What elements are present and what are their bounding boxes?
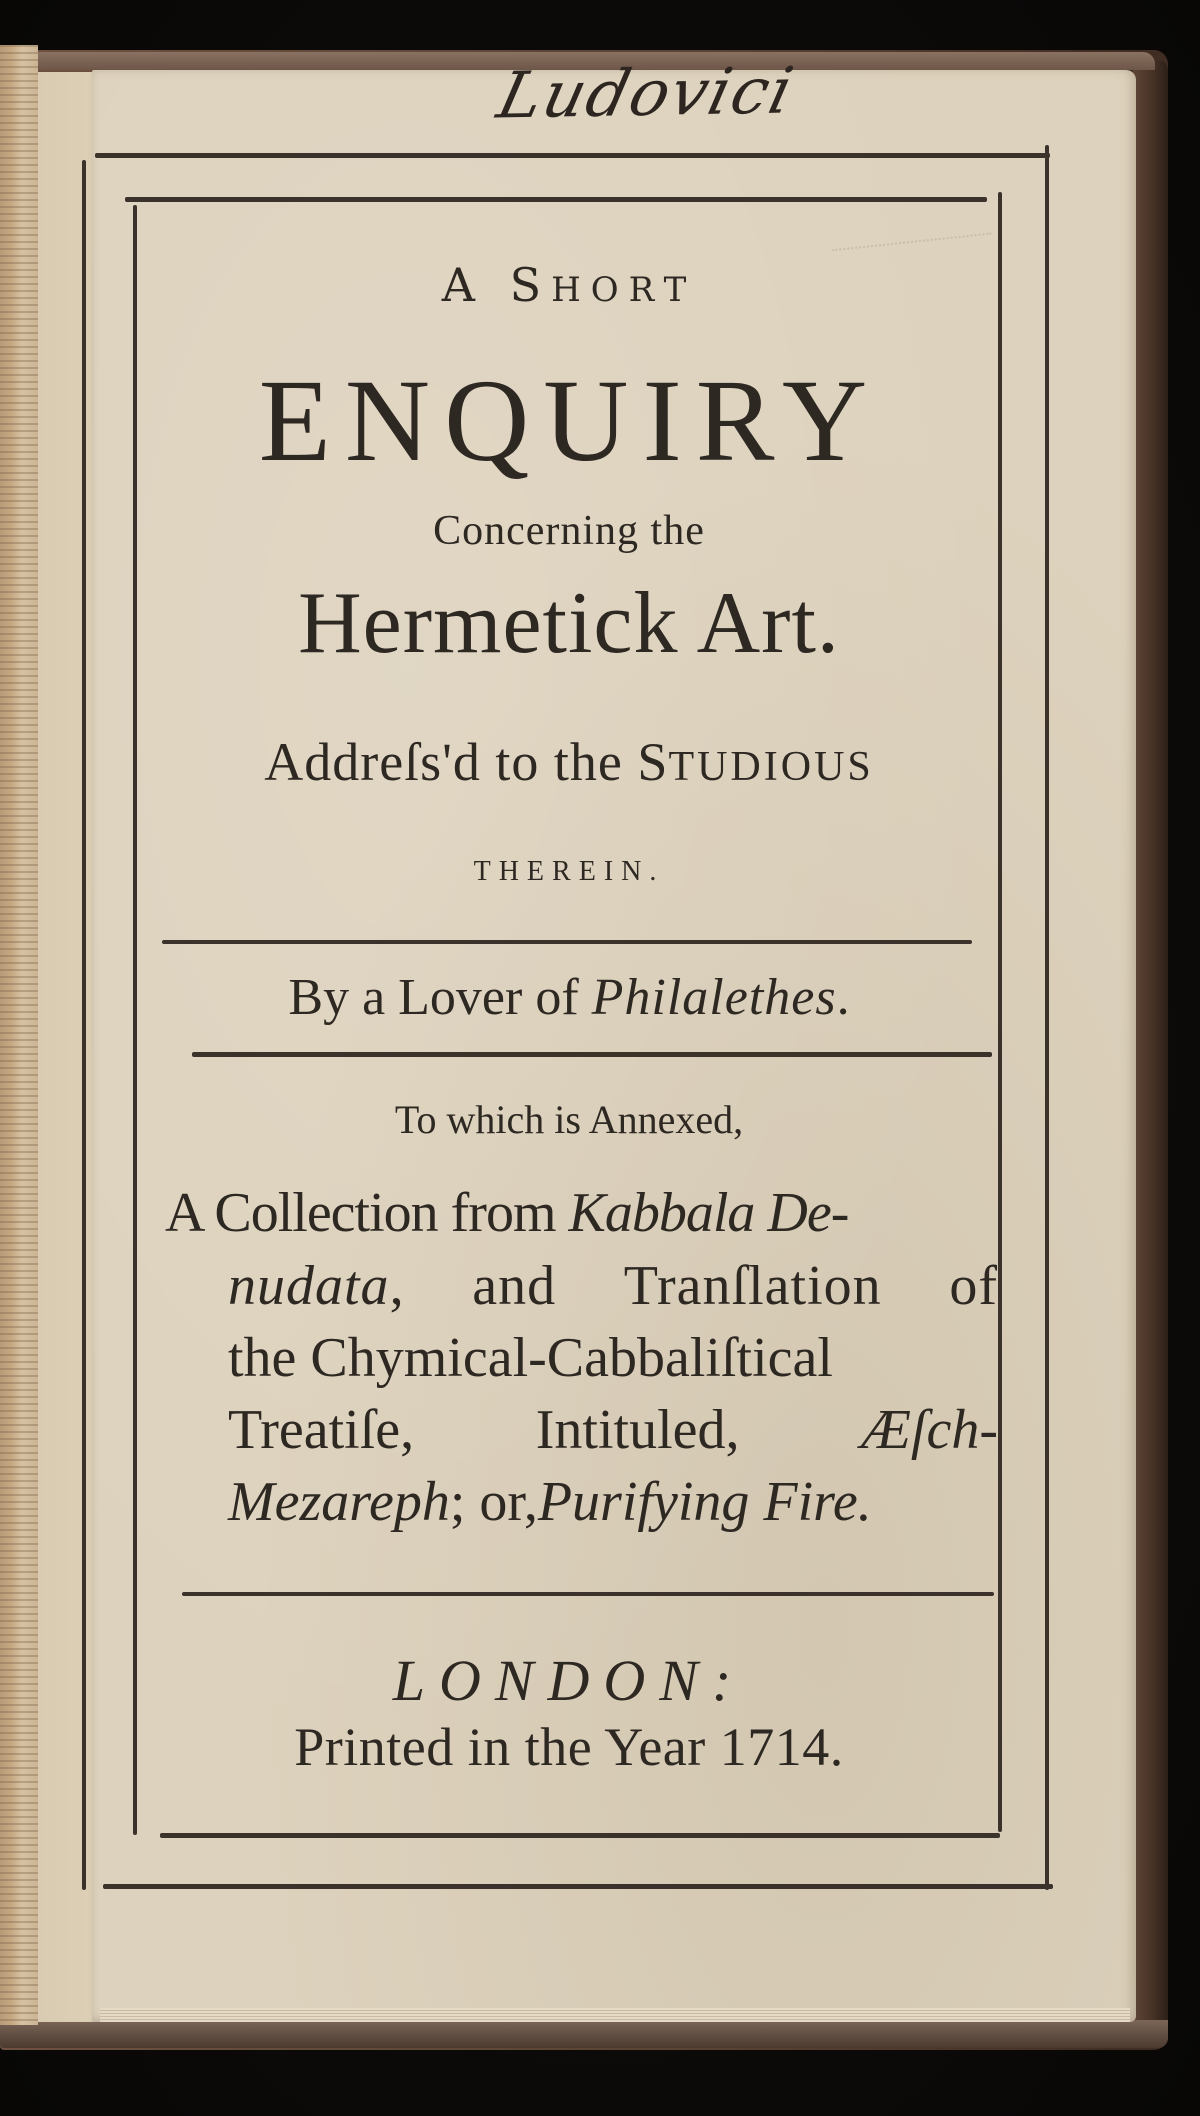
- subtitle-addressd: [140, 732, 998, 792]
- collection-line-4: [228, 1399, 998, 1461]
- collection-line-3: the Chymical-Cabbaliſtical: [228, 1327, 833, 1389]
- collection-line-5-italic-a: Mezareph: [228, 1471, 450, 1533]
- collection-line-2: [228, 1255, 998, 1317]
- cover-bottom-edge: [0, 2020, 1168, 2048]
- imprint-city: LONDON:: [392, 1648, 746, 1713]
- subtitle-therein: THEREIN.: [473, 856, 665, 887]
- byline-end: .: [836, 969, 850, 1026]
- rule-below-byline: [192, 1052, 992, 1057]
- title-concerning: Concerning the: [433, 508, 705, 554]
- a-initial: A: [441, 258, 485, 312]
- collection-line-1-roman: A Collection from: [165, 1182, 569, 1244]
- imprint-date: Printed in the Year 1714.: [294, 1717, 844, 1777]
- s-initial: S: [509, 258, 552, 312]
- studious-initial: S: [637, 732, 669, 792]
- collection-line-2-comma: ,: [389, 1255, 405, 1317]
- page-edges: [100, 2008, 1130, 2022]
- outer-frame-bottom-rule: [103, 1884, 1053, 1889]
- collection-line-2-translation: Tranſlation: [623, 1255, 882, 1317]
- rule-above-byline: [162, 940, 972, 944]
- inner-frame-right-rule: [998, 192, 1002, 1832]
- collection-line-5-roman: ; or,: [449, 1471, 538, 1533]
- collection-line-2-italic: nudata: [228, 1255, 390, 1317]
- collection-line-2-of: of: [949, 1255, 998, 1317]
- spine-binding: [0, 45, 38, 2025]
- cover-right-edge: [1133, 60, 1168, 2035]
- collection-line-5: [228, 1471, 998, 1533]
- annexed-heading: To which is Annexed,: [394, 1097, 744, 1142]
- outer-frame-top-rule: [95, 153, 1050, 158]
- short-small-caps: HORT: [551, 270, 697, 310]
- byline-author: Philalethes: [591, 969, 837, 1026]
- title-line-a-short: [140, 258, 998, 312]
- collection-line-5-italic-b: Purifying Fire.: [537, 1471, 872, 1533]
- author-byline: [140, 969, 998, 1026]
- title-hermetick-art: Hermetick Art.: [298, 575, 840, 672]
- inscription-text: Ludovici: [490, 54, 802, 134]
- byline-lead: By a Lover of: [288, 969, 592, 1026]
- title-enquiry: ENQUIRY: [258, 355, 882, 486]
- collection-line-1: [165, 1182, 995, 1244]
- inner-frame-bottom-rule: [160, 1833, 1000, 1838]
- outer-frame-right-rule: [1045, 145, 1049, 1890]
- outer-frame-left-rule: [82, 160, 86, 1890]
- rule-above-imprint: [182, 1592, 994, 1596]
- collection-line-4-w1: Treatiſe,: [228, 1399, 415, 1461]
- ownership-inscription: [490, 54, 802, 134]
- collection-line-2-and: and: [472, 1255, 557, 1317]
- studious-small-caps: TUDIOUS: [668, 744, 874, 790]
- collection-line-1-italic: Kabbala De-: [568, 1182, 849, 1244]
- collection-line-4-italic: Æſch-: [861, 1399, 998, 1461]
- collection-line-4-w2: Intituled,: [535, 1399, 740, 1461]
- inner-frame-left-rule: [133, 205, 137, 1835]
- inner-frame-top-rule: [125, 197, 987, 202]
- addressd-lead: Addreſs'd to the: [264, 732, 638, 792]
